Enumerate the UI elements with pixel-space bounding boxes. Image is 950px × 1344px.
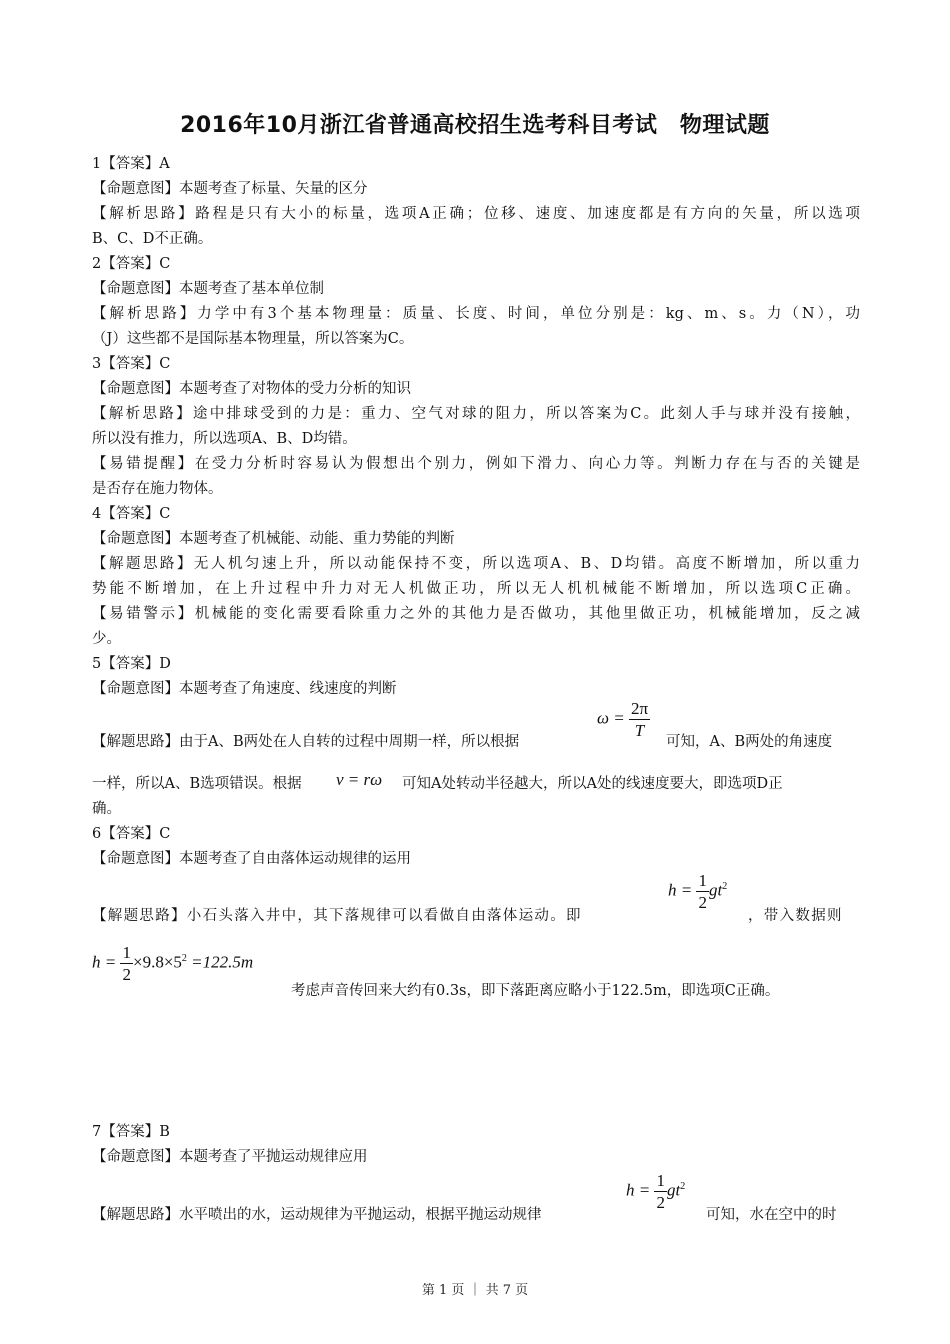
q5-omega-denominator: T xyxy=(634,721,645,740)
q4-warning-line1: 【易错警示】机械能的变化需要看除重力之外的其他力是否做功，其他里做正功，机械能增加，反之减 xyxy=(92,606,860,622)
q6-calc-lhs: h = xyxy=(92,952,117,972)
q7-formula-denominator: 2 xyxy=(656,1193,665,1212)
q2-analysis-line1: 【解析思路】力学中有3个基本物理量：质量、长度、时间，单位分别是：kg、m、s。力（N），功 xyxy=(92,306,860,322)
q5-analysis-line2-tail xyxy=(402,772,860,797)
q6-computation-formula xyxy=(92,944,253,983)
q4-answer: 4【答案】C xyxy=(92,506,171,522)
q1-intent: 【命题意图】本题考查了标量、矢量的区分 xyxy=(92,181,368,197)
q6-calc-fraction xyxy=(120,944,133,983)
q6-formula-denominator: 2 xyxy=(698,893,707,912)
q5-intent: 【命题意图】本题考查了角速度、线速度的判断 xyxy=(92,681,397,697)
q4-intent: 【命题意图】本题考查了机械能、动能、重力势能的判断 xyxy=(92,531,455,547)
q6-analysis-line1-tail xyxy=(748,904,860,929)
q5-omega-lhs: ω = xyxy=(597,708,625,728)
q6-answer: 6【答案】C xyxy=(92,826,171,842)
q6-formula-exponent: 2 xyxy=(722,880,728,892)
q2-intent: 【命题意图】本题考查了基本单位制 xyxy=(92,281,324,297)
q3-answer: 3【答案】C xyxy=(92,356,171,372)
q7-analysis-line1-text-a: 【解题思路】水平喷出的水，运动规律为平抛运动，根据平抛运动规律 xyxy=(92,1207,542,1223)
q7-intent: 【命题意图】本题考查了平抛运动规律应用 xyxy=(92,1149,368,1165)
q6-intent: 【命题意图】本题考查了自由落体运动规律的运用 xyxy=(92,851,411,867)
q6-formula-lhs: h = xyxy=(668,880,693,900)
q7-answer: 7【答案】B xyxy=(92,1124,170,1140)
q5-omega-numerator: 2π xyxy=(630,699,649,718)
q5-analysis-line1-tail xyxy=(666,730,860,755)
q2-answer: 2【答案】C xyxy=(92,256,171,272)
q7-formula-rhs: gt xyxy=(666,1180,681,1200)
q5-analysis-line2-text-a: 一样，所以A、B选项错误。根据 xyxy=(92,776,302,792)
q7-formula-exponent: 2 xyxy=(680,1180,686,1192)
q5-velocity-formula: v = rω xyxy=(336,770,383,789)
q3-warning-line1: 【易错提醒】在受力分析时容易认为假想出个别力，例如下滑力、向心力等。判断力存在与否的关键是 xyxy=(92,456,860,472)
q3-warning-line2: 是否存在施力物体。 xyxy=(92,481,223,497)
q7-formula-lhs: h = xyxy=(626,1180,651,1200)
q2-analysis-line2: （J）这些都不是国际基本物理量，所以答案为C。 xyxy=(92,331,414,347)
q1-answer: 1【答案】A xyxy=(92,156,170,172)
q6-calc-denominator: 2 xyxy=(122,965,131,984)
q4-warning-line2: 少。 xyxy=(92,631,121,647)
q6-free-fall-formula xyxy=(668,872,727,911)
q7-analysis-line1-tail xyxy=(706,1203,860,1228)
answers-block-1 xyxy=(92,152,860,702)
q6-header xyxy=(92,822,860,872)
page-title: 2016年10月浙江省普通高校招生选考科目考试 物理试题 xyxy=(180,113,770,138)
q3-analysis-line2: 所以没有推力，所以选项A、B、D均错。 xyxy=(92,431,357,447)
q1-analysis-line2: B、C、D不正确。 xyxy=(92,231,213,247)
q6-calc-rhs: ×9.8×5 xyxy=(132,952,182,972)
q6-formula-fraction xyxy=(696,872,709,911)
q7-projectile-formula xyxy=(626,1172,685,1211)
q6-formula-numerator: 1 xyxy=(698,871,707,890)
q5-analysis-line1-text-a: 【解题思路】由于A、B两处在人自转的过程中周期一样，所以根据 xyxy=(92,734,520,750)
q5-omega-formula xyxy=(597,700,650,739)
q1-analysis-line1: 【解析思路】路程是只有大小的标量，选项A正确；位移、速度、加速度都是有方向的矢量，所以选项 xyxy=(92,206,860,222)
q3-intent: 【命题意图】本题考查了对物体的受力分析的知识 xyxy=(92,381,411,397)
q7-header xyxy=(92,1120,860,1170)
q4-analysis-line2: 势能不断增加，在上升过程中升力对无人机做正功，所以无人机机械能不断增加，所以选项C正确。 xyxy=(92,581,860,597)
q5-answer: 5【答案】D xyxy=(92,656,171,672)
q6-analysis-line2: 考虑声音传回来大约有0.3s，即下落距离应略小于122.5m，即选项C正确。 xyxy=(291,983,780,999)
q7-formula-fraction xyxy=(654,1172,667,1211)
page-footer: 第 1 页 ｜ 共 7 页 xyxy=(421,1283,529,1298)
q5-analysis-line2-text-b: 可知A处转动半径越大，所以A处的线速度要大，即选项D正 xyxy=(402,776,783,792)
q6-calc-result: =122.5m xyxy=(191,952,254,972)
q6-analysis-line1 xyxy=(92,904,662,929)
q3-analysis-line1: 【解析思路】途中排球受到的力是：重力、空气对球的阻力，所以答案为C。此刻人手与球并没有接触， xyxy=(92,406,860,422)
q6-formula-rhs: gt xyxy=(708,880,723,900)
q5-analysis-line1-text-b: 可知，A、B两处的角速度 xyxy=(666,734,833,750)
q4-analysis-line1: 【解题思路】无人机匀速上升，所以动能保持不变，所以选项A、B、D均错。高度不断增加，所以重力 xyxy=(92,556,860,572)
q6-analysis-line1-text-b: ，带入数据则 xyxy=(748,908,843,924)
q7-formula-numerator: 1 xyxy=(656,1171,665,1190)
q6-calc-numerator: 1 xyxy=(122,943,131,962)
q7-analysis-line1-text-b: 可知，水在空中的时 xyxy=(706,1207,837,1223)
q6-calc-exponent: 2 xyxy=(181,952,187,964)
q7-analysis-line1 xyxy=(92,1203,632,1228)
q6-analysis-line1-text-a: 【解题思路】小石头落入井中，其下落规律可以看做自由落体运动。即 xyxy=(92,908,582,924)
q5-analysis-line3: 确。 xyxy=(92,801,121,817)
q5-omega-fraction xyxy=(629,700,650,739)
